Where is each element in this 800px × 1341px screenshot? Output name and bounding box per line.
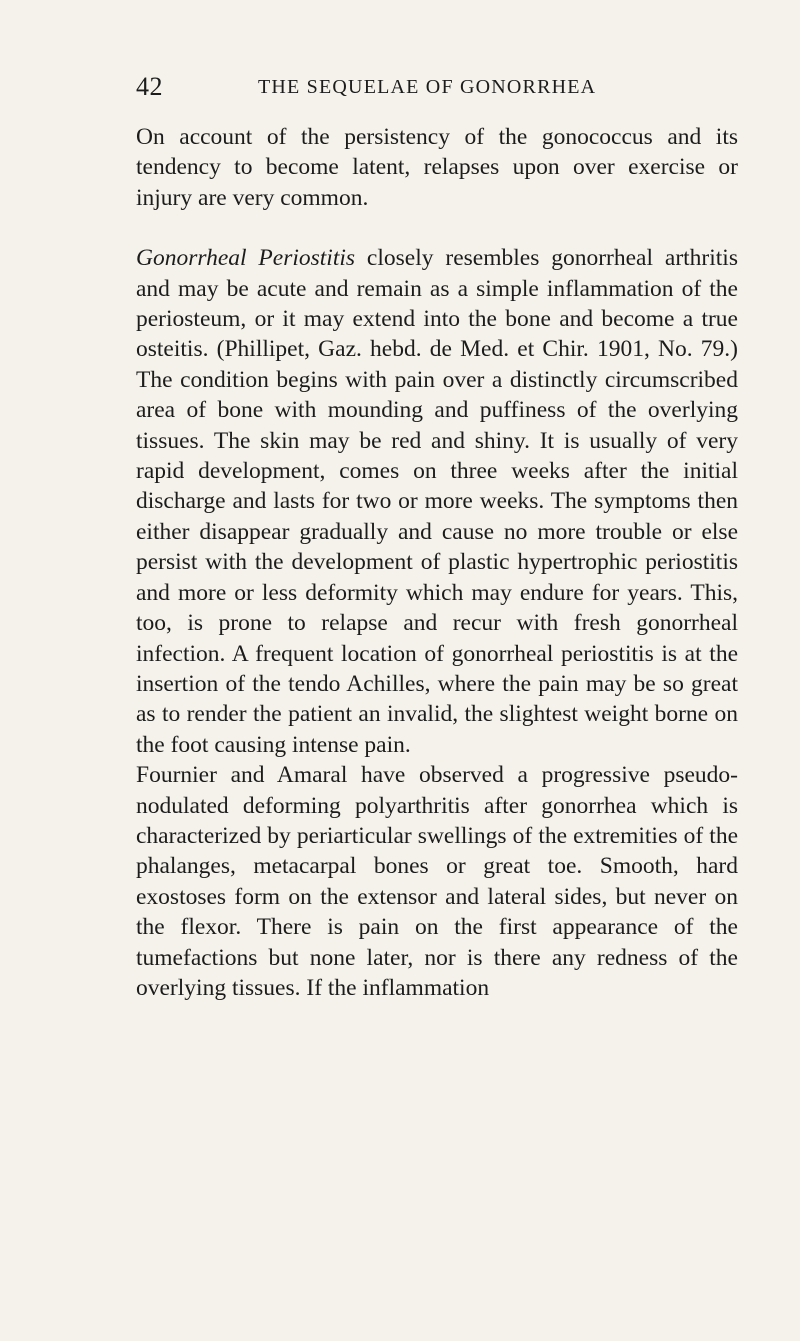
paragraph-relapses: On account of the persistency of the gonococcus and its tendency to become latent, relapses upon over exercise or injury are very common. [136, 124, 738, 211]
page-header [136, 72, 736, 104]
paragraph-periostitis-text: closely resembles gonorrheal arthritis and may be acute and remain as a simple inflammation of the periosteum, or it may extend into the bone and become a true osteitis. (Phillipet, Gaz. hebd. de Med. et Chir. 1901, No. 79.) The condition begins with pain over a distinctly circumscribed area of bone with mounding and puffiness of the overlying tissues. The skin may be red and shiny. It is usually of very rapid development, comes on three weeks after the initial discharge and lasts for two or more weeks. The symptoms then either disappear gradually and cause no more trouble or else persist with the development of plastic hypertrophic periostitis and more or less deformity which may endure for years. This, too, is prone to relapse and recur with fresh gonorrheal infection. A frequent location of gonorrheal periostitis is at the insertion of the tendo Achilles, where the pain may be so great as to render the patient an invalid, the slightest weight borne on the foot causing intense pain. [136, 245, 738, 758]
body-text [136, 122, 738, 1003]
page-number: 42 [136, 72, 163, 101]
paragraph-periostitis [136, 243, 738, 760]
section-lead-italic: Gonorrheal Periostitis [136, 245, 356, 272]
paragraph-fournier: Fournier and Amaral have observed a progressive pseudo-nodulated deforming polyarthritis after gonorrhea which is characterized by periarticular swellings of the extremities of the phalanges, metacarpal bones or great toe. Smooth, hard exostoses form on the extensor and lateral sides, but never on the flexor. There is pain on the first appearance of the tumefactions but none later, nor is there any redness of the overlying tissues. If the inflammation [136, 762, 738, 1001]
running-head: THE SEQUELAE OF GONORRHEA [258, 76, 597, 98]
